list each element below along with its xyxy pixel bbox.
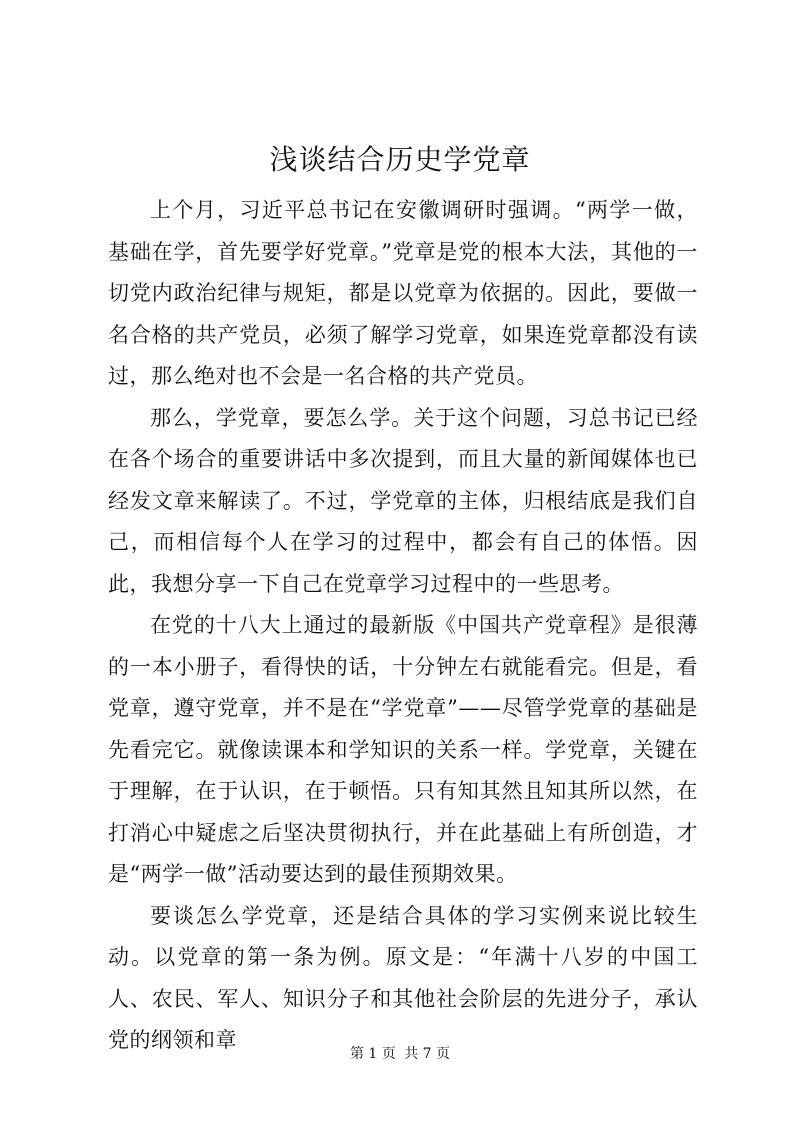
- paragraph-4: 要谈怎么学党章，还是结合具体的学习实例来说比较生动。以党章的第一条为例。原文是：“年满十八岁的中国工人、农民、军人、知识分子和其他社会阶层的先进分子，承认党的纲领和章: [108, 903, 698, 1052]
- page-total: 共 7 页: [404, 1046, 451, 1062]
- paragraph-2: 那么，学党章，要怎么学。关于这个问题，习总书记已经在各个场合的重要讲话中多次提到，而且大量的新闻媒体也已经发文章来解读了。不过，学党章的主体，归根结底是我们自己，而相信每个人在学习的过程中，都会有自己的体悟。因此，我想分享一下自己在党章学习过程中的一些思考。: [108, 405, 698, 596]
- document-title: 浅谈结合历史学党章: [269, 143, 531, 176]
- paragraph-3: 在党的十八大上通过的最新版《中国共产党章程》是很薄的一本小册子，看得快的话，十分钟左右就能看完。但是，看党章，遵守党章，并不是在“学党章”——尽管学党章的基础是先看完它。就像读课本和学知识的关系一样。学党章，关键在于理解，在于认识，在于顿悟。只有知其然且知其所以然，在打消心中疑虑之后坚决贯彻执行，并在此基础上有所创造，才是“两学一做”活动要达到的最佳预期效果。: [108, 613, 698, 886]
- page-footer: [0, 1044, 800, 1064]
- paragraph-1: 上个月，习近平总书记在安徽调研时强调。“两学一做，基础在学，首先要学好党章。”党章是党的根本大法，其他的一切党内政治纪律与规矩，都是以党章为依据的。因此，要做一名合格的共产党员，必须了解学习党章，如果连党章都没有读过，那么绝对也不会是一名合格的共产党员。: [108, 198, 698, 388]
- document-body: [108, 190, 698, 1062]
- page-number: 第 1 页: [349, 1046, 396, 1062]
